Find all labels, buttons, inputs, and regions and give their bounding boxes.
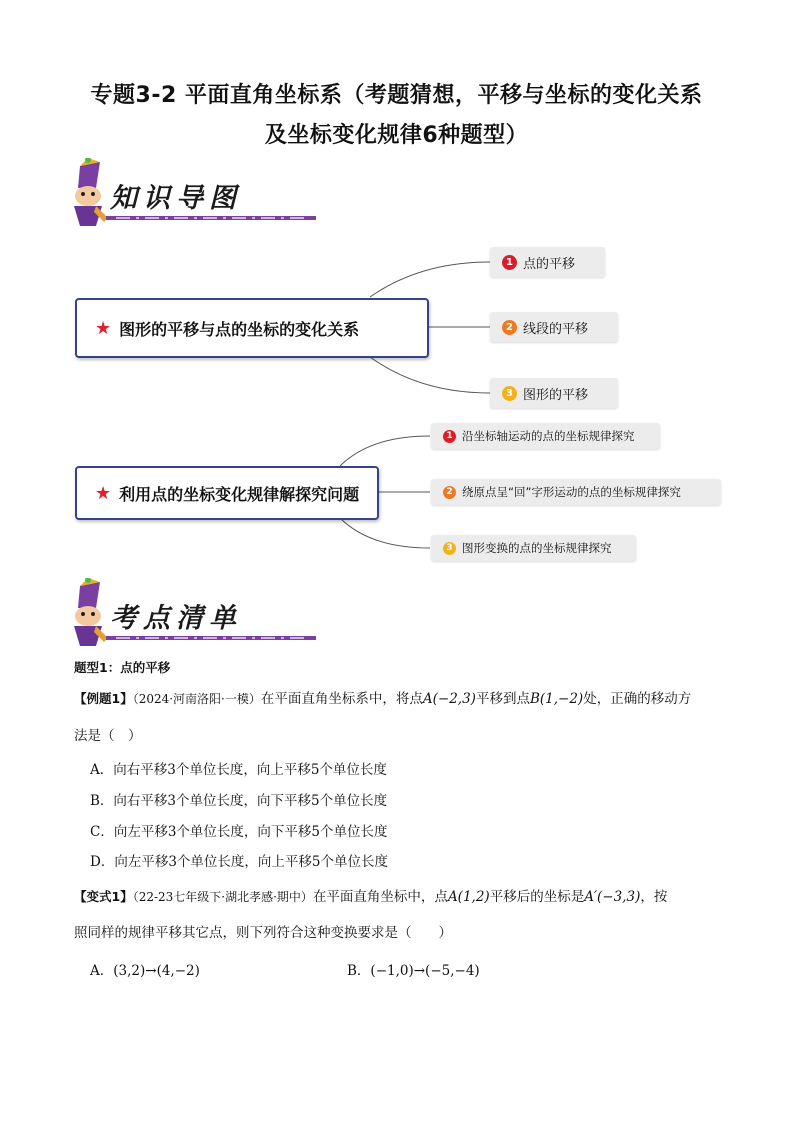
page-title-line2: 及坐标变化规律6种题型） <box>264 123 529 148</box>
mindmap-branch-2 <box>75 466 379 520</box>
example-tag: 【例题1】 <box>74 691 133 706</box>
mindmap-leaf-label: 图形变换的点的坐标规律探究 <box>462 541 612 555</box>
checklist-banner-text: 考点清单 <box>110 603 242 634</box>
checklist-banner <box>66 578 266 650</box>
mindmap-branch-2-label: 利用点的坐标变化规律解探究问题 <box>119 484 360 504</box>
star-icon: ★ <box>95 482 112 504</box>
number-1-badge: 1 <box>502 255 517 270</box>
example-1-line1 <box>74 689 734 709</box>
variant-1-line1 <box>74 887 734 907</box>
mindmap-leaf-1-1 <box>490 247 605 277</box>
mindmap-leaf-label: 图形的平移 <box>523 387 589 403</box>
page-title-line1: 专题3-2 平面直角坐标系（考题猜想，平移与坐标的变化关系 <box>90 83 703 108</box>
number-3-badge: 3 <box>502 386 517 401</box>
variant-source: （22-23七年级下·湖北孝感·期中） <box>132 890 313 904</box>
mindmap-leaf-label: 点的平移 <box>523 256 576 272</box>
variant-option-a-value: (3,2)→(4,−2) <box>113 963 200 979</box>
example-text-b: 平移到点 <box>475 691 530 707</box>
mindmap-branch-1 <box>75 298 429 358</box>
star-icon: ★ <box>95 317 112 339</box>
example-text-c: 处，正确的移动方 <box>583 691 692 707</box>
example-option-b: B．向右平移3个单位长度，向下平移5个单位长度 <box>90 793 388 809</box>
mindmap-branch-1-label: 图形的平移与点的坐标的变化关系 <box>119 319 360 339</box>
mindmap-leaf-2-2 <box>431 479 721 505</box>
banner-underline <box>106 635 316 641</box>
example-option-c: C．向左平移3个单位长度，向下平移5个单位长度 <box>90 824 388 840</box>
number-2-badge: 2 <box>443 486 456 499</box>
number-3-badge: 3 <box>443 542 456 555</box>
mindmap-leaf-label: 线段的平移 <box>523 321 589 337</box>
example-option-d: D．向左平移3个单位长度，向上平移5个单位长度 <box>90 854 389 870</box>
variant-text-b: 平移后的坐标是 <box>489 889 585 905</box>
variant-option-a-label: A． <box>90 963 114 979</box>
variant-option-b <box>347 959 480 979</box>
mindmap-leaf-1-3 <box>490 378 618 408</box>
mindmap-leaf-1-2 <box>490 312 618 342</box>
variant-tag: 【变式1】 <box>74 889 133 904</box>
variant-option-b-value: (−1,0)→(−5,−4) <box>370 963 480 979</box>
example-1-line2: 法是（ ） <box>74 728 142 744</box>
mindmap-banner-text: 知识导图 <box>110 183 242 214</box>
mindmap-leaf-label: 绕原点呈“回”字形运动的点的坐标规律探究 <box>462 485 681 499</box>
question-type-heading: 题型1：点的平移 <box>74 660 171 675</box>
variant-option-b-label: B． <box>347 963 371 979</box>
mindmap-leaf-label: 沿坐标轴运动的点的坐标规律探究 <box>462 429 635 443</box>
variant-text-c: ，按 <box>640 889 668 905</box>
point-a: A(−2,3) <box>422 691 476 707</box>
mindmap-leaf-2-3 <box>431 535 636 561</box>
variant-point-a: A(1,2) <box>447 889 490 905</box>
variant-1-line2: 照同样的规律平移其它点，则下列符合这种变换要求是（ ） <box>74 925 452 941</box>
variant-option-a <box>90 959 200 979</box>
variant-text-a: 在平面直角坐标中，点 <box>312 889 448 905</box>
point-b: B(1,−2) <box>529 691 584 707</box>
number-1-badge: 1 <box>443 430 456 443</box>
mindmap-leaf-2-1 <box>431 423 660 449</box>
number-2-badge: 2 <box>502 320 517 335</box>
example-source: （2024·河南洛阳·一模） <box>132 692 261 706</box>
example-option-a: A．向右平移3个单位长度，向上平移5个单位长度 <box>90 762 387 778</box>
example-text-a: 在平面直角坐标系中，将点 <box>260 691 423 707</box>
variant-point-b: A′(−3,3) <box>584 889 641 905</box>
